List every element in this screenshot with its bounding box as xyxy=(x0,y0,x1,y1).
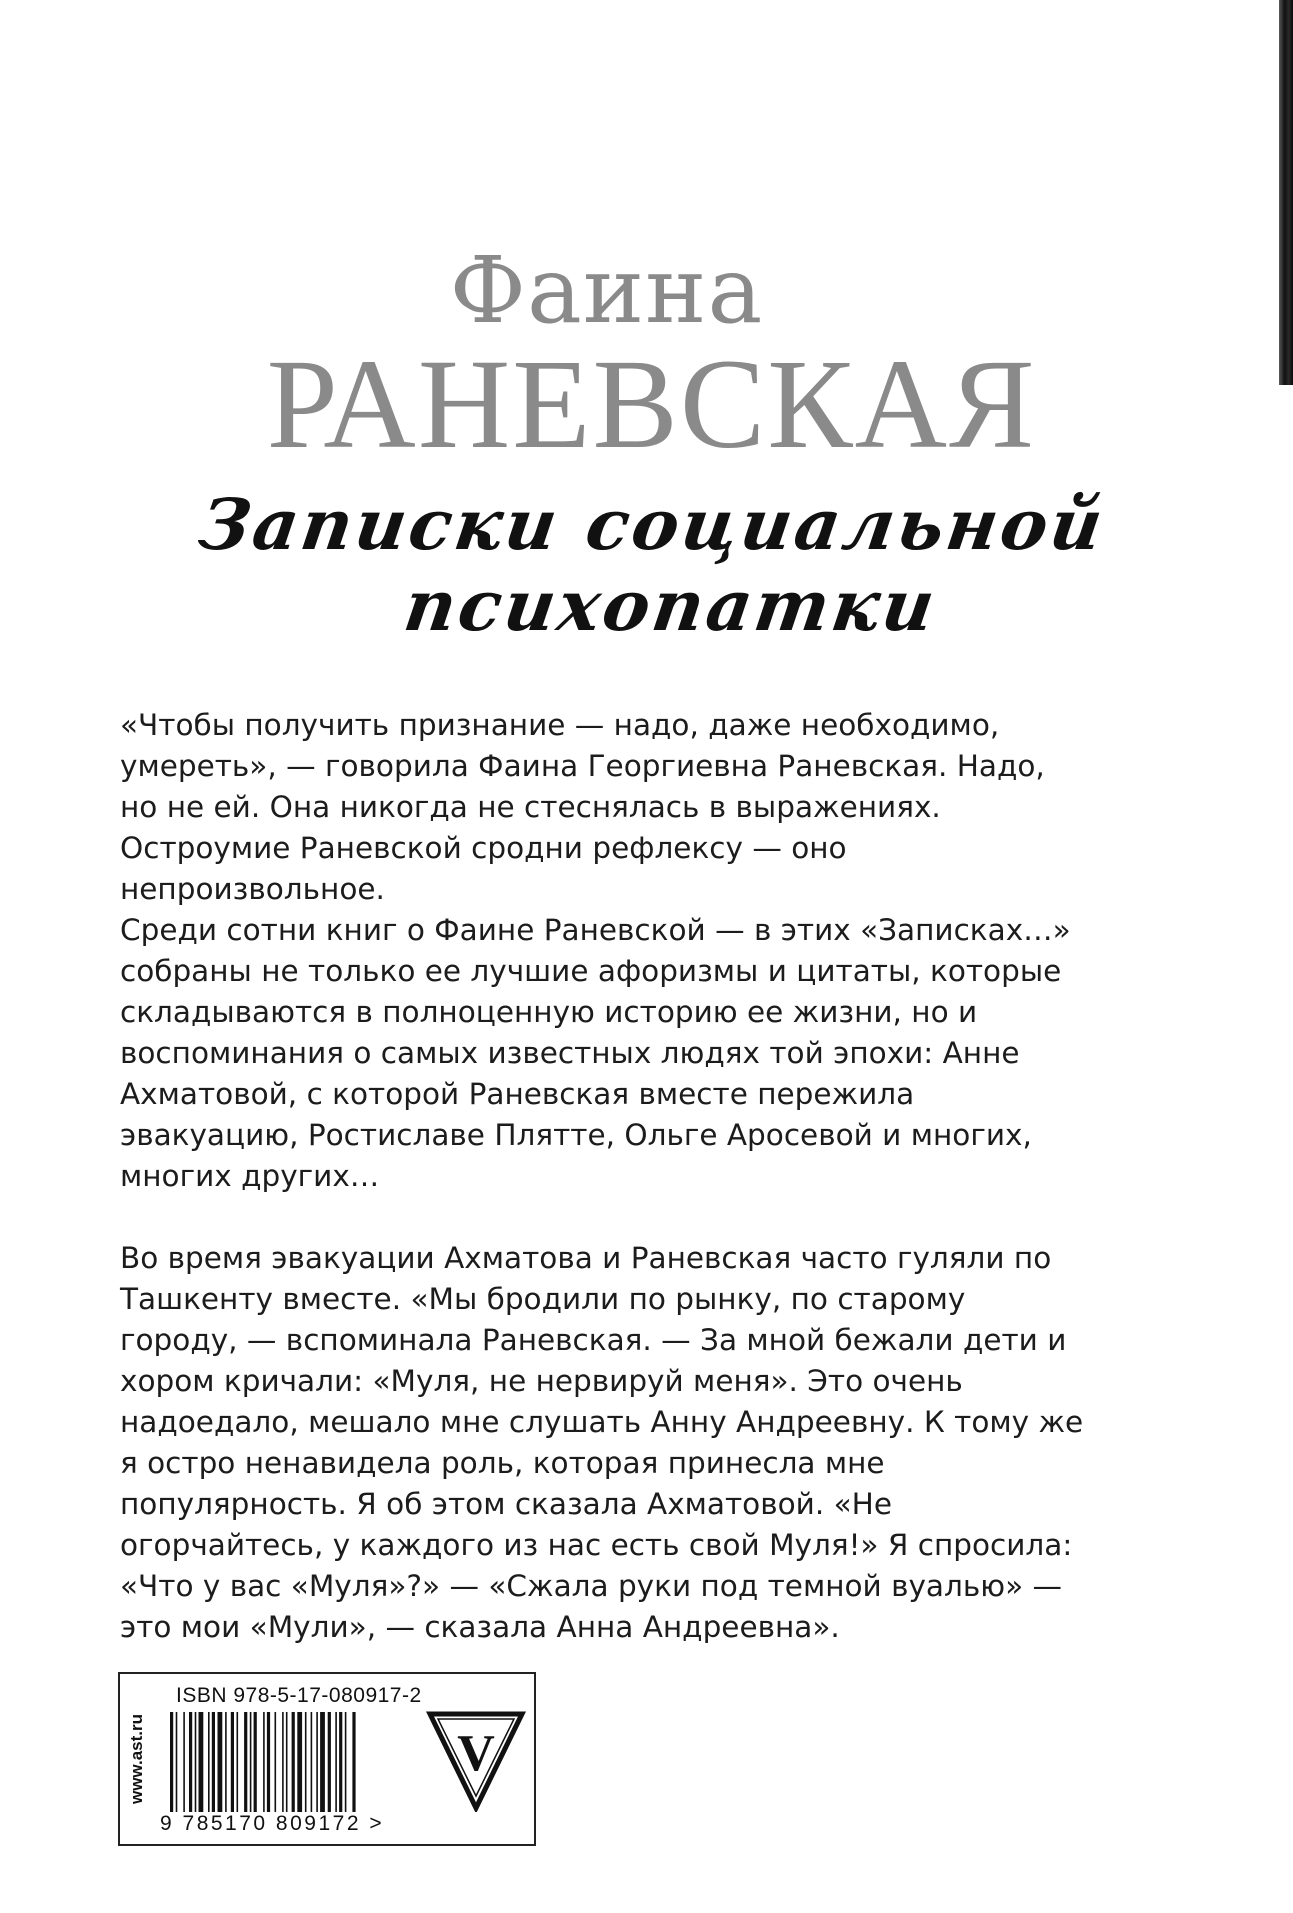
book-title xyxy=(0,485,1293,646)
author-first-name: Фаина xyxy=(449,237,764,344)
annotation-paragraph: Среди сотни книг о Фаине Раневской — в этих «Записках…» собраны не только ее лучшие афоризмы и цитаты, которые складываются в полноценную историю ее жизни, но и воспоминания о самых известных людях той эпохи: Анне Ахматовой, с которой Раневская вместе пережила эвакуацию, Ростиславе Плятте, Ольге Аросевой и многих, многих других… xyxy=(120,913,1071,1193)
publisher-site xyxy=(122,1684,152,1834)
annotation-paragraph: «Чтобы получить признание — надо, даже необходимо, умереть», — говорила Фаина Георгиевна Раневская. Надо, но не ей. Она никогда не стеснялась в выражениях. Остроумие Раневской сродни рефлексу — оно непроизвольное. xyxy=(120,708,1045,906)
book-title-line2: психопатки xyxy=(399,563,943,647)
annotation-paragraph: Во время эвакуации Ахматова и Раневская часто гуляли по Ташкенту вместе. «Мы бродили по рынку, по старому городу, — вспоминала Раневская. — За мной бежали дети и хором кричали: «Муля, не нервируй меня». Это очень надоедало, мешало мне слушать Анну Андреевну. К тому же я остро ненавидела роль, которая принесла мне популярность. Я об этом сказала Ахматовой. «Не огорчайтесь, у каждого из нас есть свой Муля!» Я спросила: «Что у вас «Муля»?» — «Сжала руки под темной вуалью» — это мои «Мули», — сказала Анна Андреевна». xyxy=(120,1241,1084,1644)
barcode-icon xyxy=(168,1712,408,1812)
author-last-name: РАНЕВСКАЯ xyxy=(266,333,1037,475)
isbn-barcode-box xyxy=(118,1672,536,1846)
paragraph-gap xyxy=(120,1197,1090,1238)
book-title-line1: Записки социальной xyxy=(194,483,1111,566)
publisher-site-text: www.ast.ru xyxy=(127,1713,146,1805)
isbn-label: ISBN 978-5-17-080917-2 xyxy=(176,1684,422,1707)
annotation-text xyxy=(120,705,1090,1648)
publisher-logo-letter: V xyxy=(457,1725,495,1782)
publisher-logo-icon xyxy=(426,1708,526,1812)
barcode-digits: 9 785170 809172 > xyxy=(160,1812,385,1835)
